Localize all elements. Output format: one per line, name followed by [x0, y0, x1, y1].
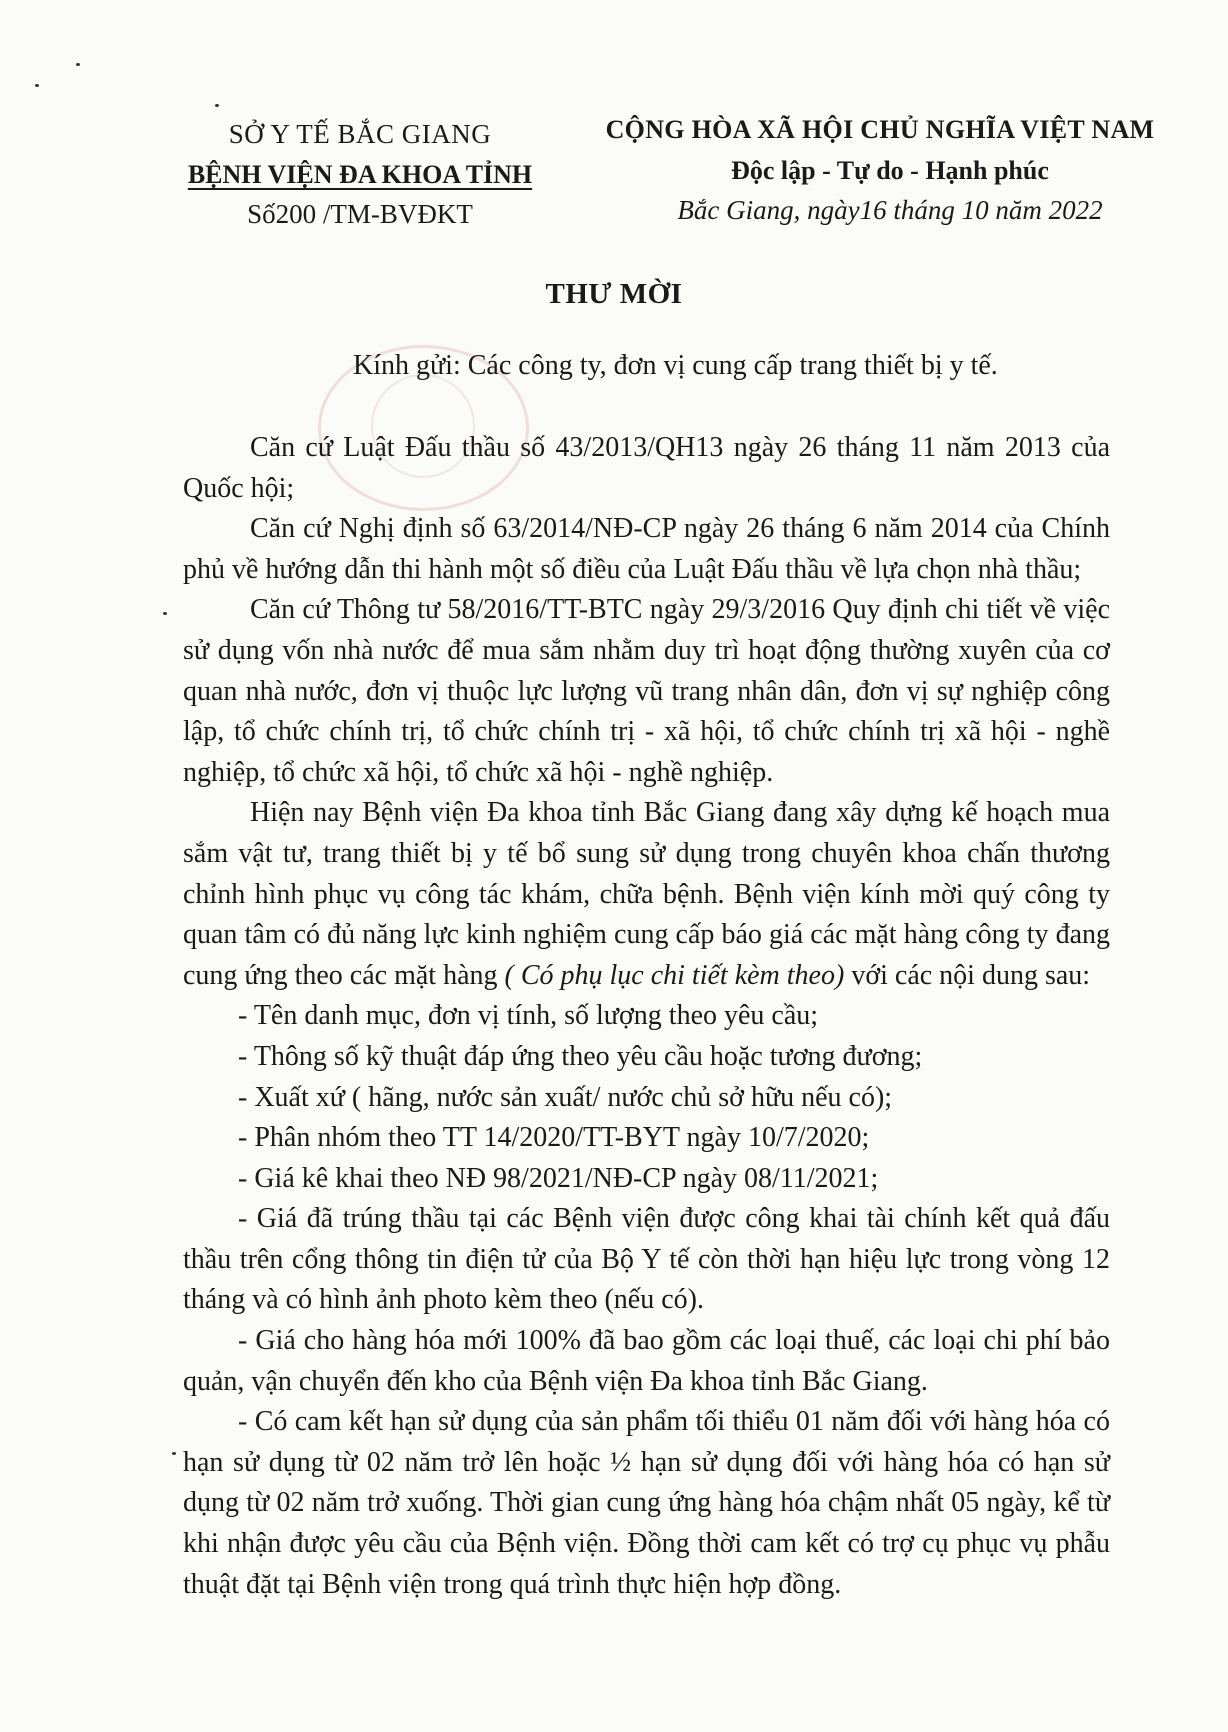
- scan-speck: [35, 84, 39, 87]
- requirement-item: - Phân nhóm theo TT 14/2020/TT-BYT ngày 10/7/2020;: [238, 1122, 870, 1154]
- requirement-item: - Giá đã trúng thầu tại các Bệnh viện được công khai tài chính kết quả đấu thầu trên cổng thông tin điện tử của Bộ Y tế còn thời hạn hiệu lực trong vòng 12 tháng và có hình ảnh photo kèm theo (nếu có).: [183, 1203, 1110, 1316]
- requirement-item: - Giá kê khai theo NĐ 98/2021/NĐ-CP ngày 08/11/2021;: [238, 1162, 879, 1194]
- paragraph-legal-basis-3: Căn cứ Thông tư 58/2016/TT-BTC ngày 29/3/2016 Quy định chi tiết về việc sử dụng vốn nhà nước để mua sắm nhằm duy trì hoạt động thường xuyên của cơ quan nhà nước, đơn vị thuộc lực lượng vũ trang nhân dân, đơn vị sự nghiệp công lập, tổ chức chính trị, tổ chức chính trị - xã hội, tổ chức chính trị xã hội - nghề nghiệp, tổ chức xã hội, tổ chức xã hội - nghề nghiệp.: [183, 594, 1110, 788]
- paragraph-legal-basis-2: Căn cứ Nghị định số 63/2014/NĐ-CP ngày 26 tháng 6 năm 2014 của Chính phủ về hướng dẫn thi hành một số điều của Luật Đấu thầu về lựa chọn nhà thầu;: [183, 513, 1110, 585]
- header-right: [590, 108, 1170, 230]
- requirement-item: - Tên danh mục, đơn vị tính, số lượng theo yêu cầu;: [238, 1000, 819, 1032]
- requirement-item: - Giá cho hàng hóa mới 100% đã bao gồm các loại thuế, các loại chi phí bảo quản, vận chuyển đến kho của Bệnh viện Đa khoa tỉnh Bắc Giang.: [183, 1325, 1110, 1397]
- national-title: CỘNG HÒA XÃ HỘI CHỦ NGHĨA VIỆT NAM: [605, 115, 1155, 144]
- national-motto: Độc lập - Tự do - Hạnh phúc: [731, 156, 1049, 185]
- department-name: SỞ Y TẾ BẮC GIANG: [228, 119, 492, 149]
- requirement-item: - Thông số kỹ thuật đáp ứng theo yêu cầu hoặc tương đương;: [238, 1040, 923, 1072]
- hospital-name: BỆNH VIỆN ĐA KHOA TỈNH: [187, 160, 533, 189]
- invitation-text-end: với các nội dung sau:: [844, 959, 1091, 991]
- scan-speck: [172, 1452, 176, 1455]
- recipient-line: Kính gửi: Các công ty, đơn vị cung cấp trang thiết bị y tế.: [353, 350, 998, 381]
- paragraph-invitation: [183, 793, 1110, 996]
- paragraph-legal-basis-1: Căn cứ Luật Đấu thầu số 43/2013/QH13 ngày 26 tháng 11 năm 2013 của Quốc hội;: [183, 432, 1110, 504]
- header-left: [150, 112, 570, 234]
- document-body: [183, 428, 1110, 1605]
- scan-speck: [215, 104, 219, 107]
- invitation-appendix-note: ( Có phụ lục chi tiết kèm theo): [504, 959, 845, 991]
- requirement-item: - Có cam kết hạn sử dụng của sản phẩm tối thiểu 01 năm đối với hàng hóa có hạn sử dụng từ 02 năm trở lên hoặc ½ hạn sử dụng đối với hàng hóa có hạn sử dụng từ 02 năm trở xuống. Thời gian cung ứng hàng hóa chậm nhất 05 ngày, kể từ khi nhận được yêu cầu của Bệnh viện. Đồng thời cam kết có trợ cụ phục vụ phẫu thuật đặt tại Bệnh viện trong quá trình thực hiện hợp đồng.: [183, 1406, 1110, 1600]
- document-date: Bắc Giang, ngày16 tháng 10 năm 2022: [677, 195, 1103, 225]
- scan-speck: [76, 63, 80, 66]
- requirement-item: - Xuất xứ ( hãng, nước sản xuất/ nước chủ sở hữu nếu có);: [238, 1081, 893, 1113]
- invitation-text-start: Hiện nay Bệnh viện Đa khoa tỉnh Bắc Giang đang xây dựng kế hoạch mua sắm vật tư, trang thiết bị y tế bổ sung sử dụng trong chuyên khoa chấn thương chỉnh hình phục vụ công tác khám, chữa bệnh. Bệnh viện kính mời quý công ty quan tâm có đủ năng lực kinh nghiệm cung cấp báo giá các mặt hàng công ty đang cung ứng theo các mặt hàng: [183, 797, 1110, 991]
- document-number: Số200 /TM-BVĐKT: [247, 199, 473, 229]
- document-title: THƯ MỜI: [545, 278, 683, 310]
- scan-speck: [163, 612, 167, 615]
